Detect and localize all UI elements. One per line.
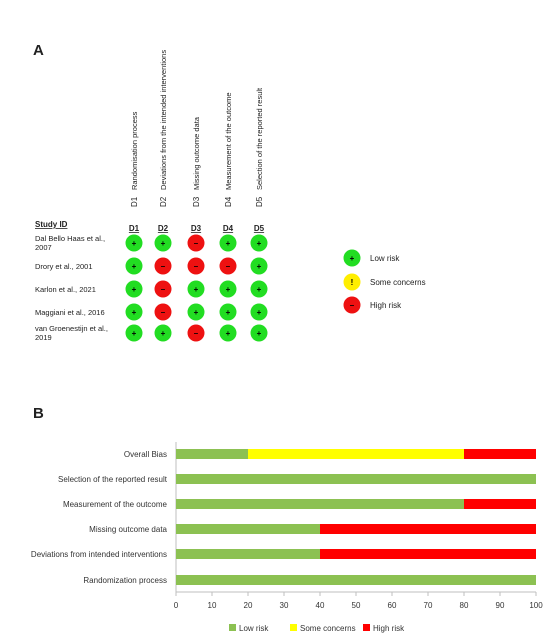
legend-low-symbol: + <box>349 254 355 263</box>
x-tick-label: 100 <box>529 601 543 610</box>
judgement-symbol: + <box>131 285 137 294</box>
legend-swatch <box>363 624 370 631</box>
bar-segment <box>176 575 536 585</box>
domain-code-vertical-d3: D3 <box>192 196 201 207</box>
judgement-symbol: – <box>193 262 199 271</box>
legend-some-symbol: ! <box>350 278 354 287</box>
judgement-symbol: + <box>256 262 262 271</box>
x-tick-label: 70 <box>423 601 433 610</box>
judgement-symbol: + <box>131 329 137 338</box>
legend-some-label: Some concerns <box>370 278 426 287</box>
judgement-symbol: + <box>160 239 166 248</box>
bar-segment <box>248 449 464 459</box>
category-label: Missing outcome data <box>89 525 167 534</box>
x-tick-label: 50 <box>351 601 361 610</box>
domain-name-d4: Measurement of the outcome <box>224 92 233 190</box>
category-label: Deviations from intended interventions <box>30 550 167 559</box>
domain-header-d2: D2 <box>157 224 169 233</box>
bar-segment <box>464 499 536 509</box>
study-name: van Groenestijn et al., 2019 <box>35 324 108 342</box>
domain-header-d3: D3 <box>190 224 202 233</box>
judgement-symbol: + <box>193 285 199 294</box>
legend-swatch <box>290 624 297 631</box>
judgement-symbol: – <box>160 285 166 294</box>
legend-label: High risk <box>373 624 405 633</box>
bar-segment <box>320 549 536 559</box>
judgement-symbol: + <box>131 308 137 317</box>
legend-label: Some concerns <box>300 624 356 633</box>
x-tick-label: 60 <box>387 601 397 610</box>
judgement-symbol: + <box>131 262 137 271</box>
legend-high-label: High risk <box>370 301 402 310</box>
category-label: Selection of the reported result <box>58 475 167 484</box>
panel-b-label: B <box>33 405 44 422</box>
legend-high-symbol: – <box>349 301 355 310</box>
study-name: Karlon et al., 2021 <box>35 285 96 294</box>
x-tick-label: 40 <box>315 601 325 610</box>
category-label: Randomization process <box>83 576 167 585</box>
domain-name-d3: Missing outcome data <box>192 117 201 190</box>
domain-name-d5: Selection of the reported result <box>255 87 264 190</box>
judgement-symbol: + <box>256 329 262 338</box>
bar-segment <box>176 449 248 459</box>
domain-code-vertical-d2: D2 <box>159 196 168 207</box>
judgement-symbol: – <box>160 262 166 271</box>
judgement-symbol: + <box>225 285 231 294</box>
domain-name-d2: Deviations from the intended interventions <box>159 49 168 190</box>
x-tick-label: 30 <box>279 601 289 610</box>
judgement-symbol: + <box>256 308 262 317</box>
x-tick-label: 10 <box>207 601 217 610</box>
x-tick-label: 20 <box>243 601 253 610</box>
domain-header-d1: D1 <box>128 224 140 233</box>
domain-code-vertical-d4: D4 <box>224 196 233 207</box>
domain-code-vertical-d1: D1 <box>130 196 139 207</box>
bar-segment <box>176 474 536 484</box>
judgement-symbol: + <box>225 239 231 248</box>
judgement-symbol: – <box>160 308 166 317</box>
bar-segment <box>464 449 536 459</box>
bar-segment <box>176 524 320 534</box>
study-name: Maggiani et al., 2016 <box>35 308 105 317</box>
x-tick-label: 80 <box>459 601 469 610</box>
study-id-header: Study ID <box>35 220 68 229</box>
category-label: Overall Bias <box>123 450 167 459</box>
bar-segment <box>176 549 320 559</box>
bar-segment <box>320 524 536 534</box>
x-tick-label: 0 <box>173 601 179 610</box>
legend-swatch <box>229 624 236 631</box>
judgement-symbol: + <box>193 308 199 317</box>
domain-code-vertical-d5: D5 <box>255 196 264 207</box>
legend-low-label: Low risk <box>370 254 400 263</box>
judgement-symbol: + <box>256 239 262 248</box>
domain-header-d5: D5 <box>253 224 265 233</box>
judgement-symbol: + <box>225 308 231 317</box>
judgement-symbol: + <box>160 329 166 338</box>
legend-label: Low risk <box>239 624 269 633</box>
domain-header-d4: D4 <box>222 224 234 233</box>
study-name: Dal Bello Haas et al., 2007 <box>35 234 106 252</box>
judgement-symbol: + <box>131 239 137 248</box>
judgement-symbol: – <box>225 262 231 271</box>
x-tick-label: 90 <box>495 601 505 610</box>
panel-a-label: A <box>33 42 44 59</box>
judgement-symbol: + <box>256 285 262 294</box>
bar-segment <box>176 499 464 509</box>
domain-name-d1: Randomisation process <box>130 111 139 190</box>
category-label: Measurement of the outcome <box>62 500 167 509</box>
risk-of-bias-summary-chart <box>0 400 550 643</box>
judgement-symbol: – <box>193 239 199 248</box>
judgement-symbol: – <box>193 329 199 338</box>
study-name: Drory et al., 2001 <box>35 262 93 271</box>
judgement-symbol: + <box>225 329 231 338</box>
